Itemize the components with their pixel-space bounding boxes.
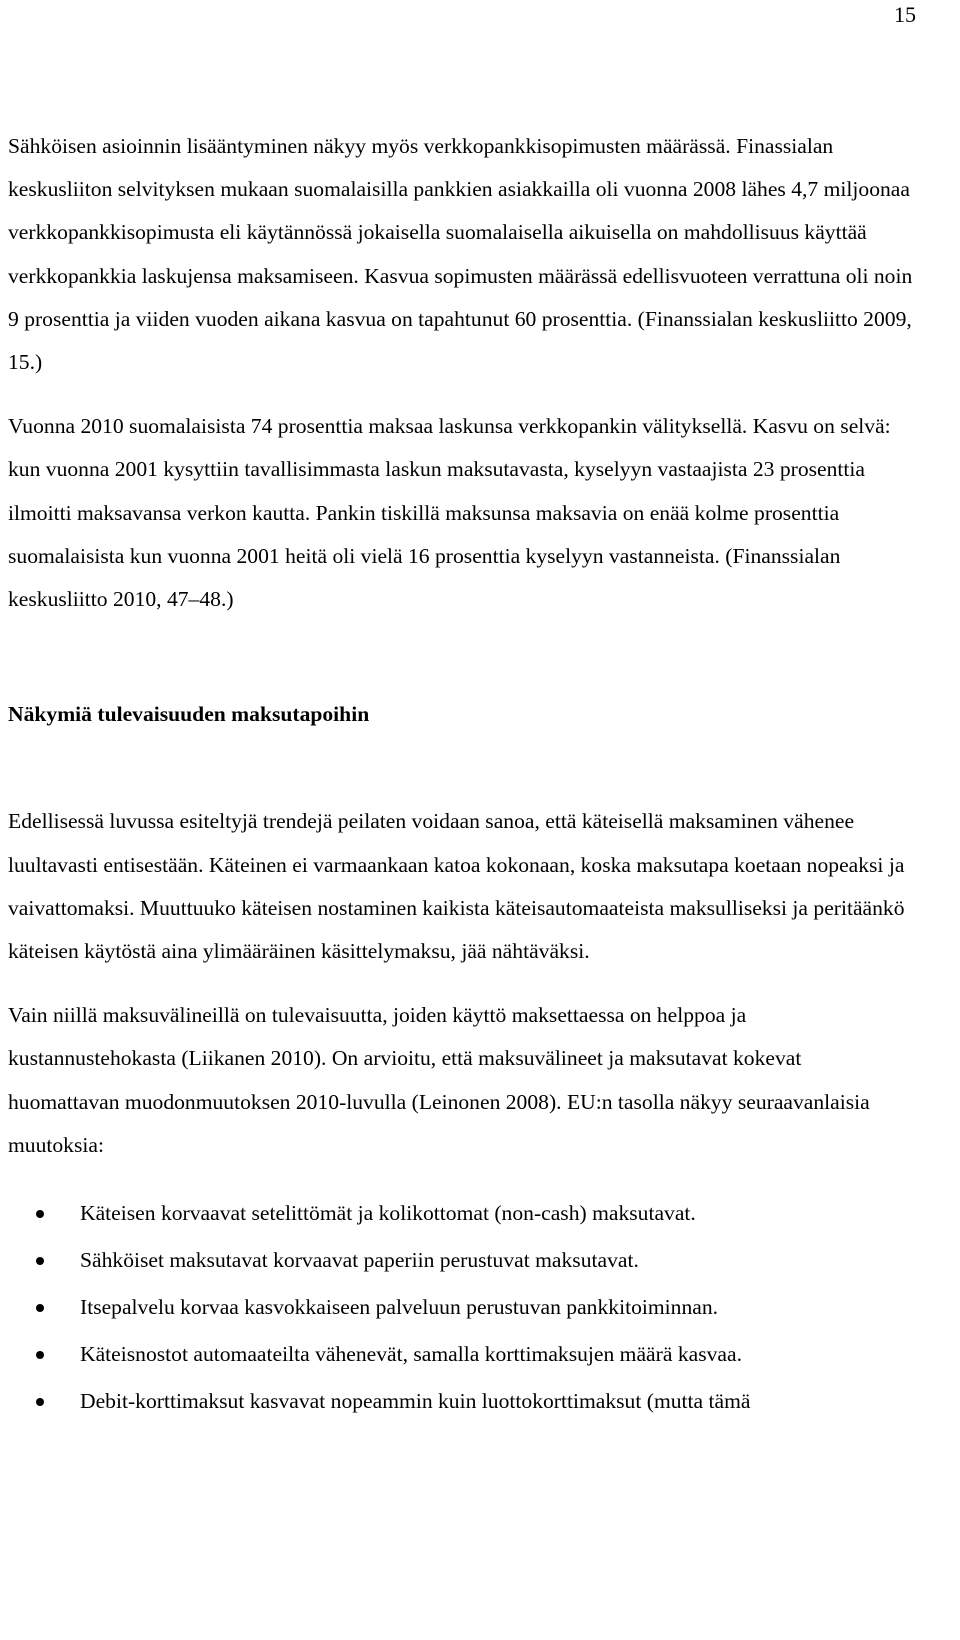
page-number: 15 <box>894 2 916 27</box>
bullet-icon <box>36 1351 44 1359</box>
list-item-text: Käteisen korvaavat setelittömät ja kolikottomat (non-cash) maksutavat. <box>80 1201 696 1226</box>
paragraph-online-banking-contracts: Sähköisen asioinnin lisääntyminen näkyy myös verkkopankkisopimusten määrässä. Finassialan keskusliiton selvityksen mukaan suomalaisilla pankkien asiakkailla oli vuonna 2008 lähes 4,7 miljoonaa verkkopankkisopimusta eli käytännössä jokaisella suomalaisella aikuisella on mahdollisuus käyttää verkkopankkia laskujensa maksamiseen. Kasvua sopimusten määrässä edellisvuoteen verrattuna oli noin 9 prosenttia ja viiden vuoden aikana kasvua on tapahtunut 60 prosenttia. (Finanssialan keskusliitto 2009, 15.) <box>8 134 913 375</box>
list-item <box>8 1247 918 1274</box>
list-item-text: Sähköiset maksutavat korvaavat paperiin perustuvat maksutavat. <box>80 1248 639 1273</box>
list-item <box>8 1388 918 1415</box>
bullet-icon <box>36 1210 44 1218</box>
list-item-text: Debit-korttimaksut kasvavat nopeammin kuin luottokorttimaksut (mutta tämä <box>80 1389 751 1414</box>
bullet-icon <box>36 1257 44 1265</box>
paragraph-payment-future: Vain niillä maksuvälineillä on tulevaisuutta, joiden käyttö maksettaessa on helppoa ja kustannustehokasta (Liikanen 2010). On arvioitu, että maksuvälineet ja maksutavat kokevat huomattavan muodonmuutoksen 2010-luvulla (Leinonen 2008). EU:n tasolla näkyy seuraavanlaisia muutoksia: <box>8 1003 870 1157</box>
section-heading: Näkymiä tulevaisuuden maksutapoihin <box>8 702 370 727</box>
list-item-text: Käteisnostot automaateilta vähenevät, samalla korttimaksujen määrä kasvaa. <box>80 1342 742 1367</box>
eu-changes-list <box>8 1200 918 1415</box>
bullet-icon <box>36 1304 44 1312</box>
list-item <box>8 1294 918 1321</box>
document-body <box>8 125 918 1435</box>
list-item <box>8 1200 918 1227</box>
paragraph-cash-trends: Edellisessä luvussa esiteltyjä trendejä peilaten voidaan sanoa, että käteisellä maksaminen vähenee luultavasti entisestään. Käteinen ei varmaankaan katoa kokonaan, koska maksutapa koetaan nopeaksi ja vaivattomaksi. Muuttuuko käteisen nostaminen kaikista käteisautomaateista maksulliseksi ja peritäänkö käteisen käytöstä aina ylimääräinen käsittelymaksu, jää nähtäväksi. <box>8 809 905 964</box>
list-item <box>8 1341 918 1368</box>
list-item-text: Itsepalvelu korvaa kasvokkaiseen palveluun perustuvan pankkitoiminnan. <box>80 1295 719 1320</box>
bullet-icon <box>36 1398 44 1406</box>
paragraph-bill-payment-statistics: Vuonna 2010 suomalaisista 74 prosenttia maksaa laskunsa verkkopankin välityksellä. Kasvu on selvä: kun vuonna 2001 kysyttiin tavallisimmasta laskun maksutavasta, kyselyyn vastaajista 23 prosenttia ilmoitti maksavansa verkon kautta. Pankin tiskillä maksunsa maksavia on enää kolme prosenttia suomalaisista kun vuonna 2001 heitä oli vielä 16 prosenttia kyselyyn vastanneista. (Finanssialan keskusliitto 2010, 47–48.) <box>8 414 891 612</box>
